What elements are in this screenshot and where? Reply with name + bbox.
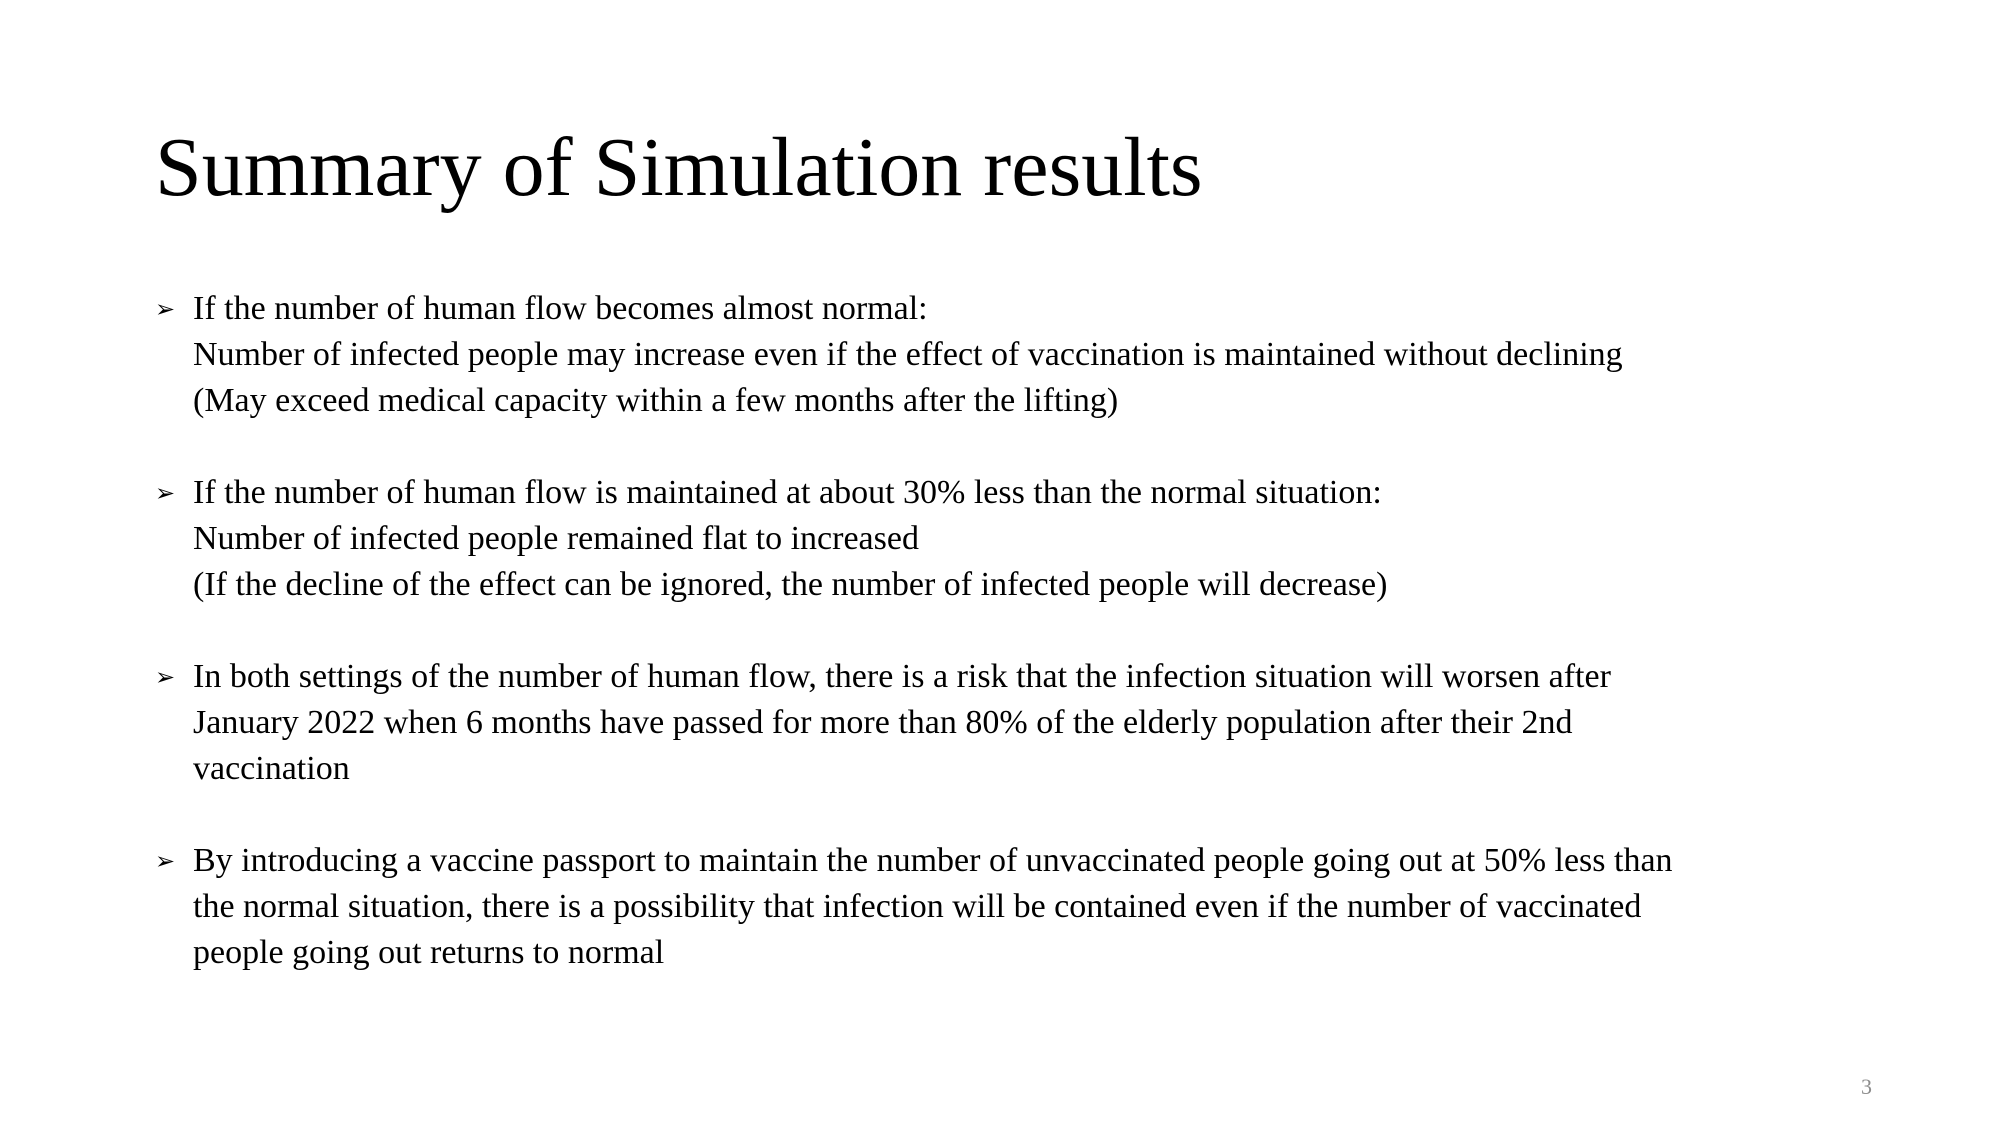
bullet-item-risk-after-january-2022	[155, 654, 1855, 792]
bullet-item-vaccine-passport	[155, 838, 1855, 976]
bullet-line: people going out returns to normal	[193, 934, 665, 971]
bullet-line: By introducing a vaccine passport to maintain the number of unvaccinated people going out at 50% less than	[193, 842, 1673, 879]
bullet-item-human-flow-30-less	[155, 470, 1855, 608]
arrow-bullet-icon: ➢	[155, 479, 176, 507]
bullet-line: If the number of human flow is maintained at about 30% less than the normal situation:	[193, 474, 1382, 511]
bullet-line: (If the decline of the effect can be ignored, the number of infected people will decrease)	[193, 566, 1388, 603]
bullet-line: Number of infected people remained flat to increased	[193, 520, 919, 557]
arrow-bullet-icon: ➢	[155, 295, 176, 323]
bullet-line: January 2022 when 6 months have passed for more than 80% of the elderly population after their 2nd	[193, 704, 1573, 741]
page-number: 3	[1861, 1074, 1872, 1099]
bullet-line: Number of infected people may increase even if the effect of vaccination is maintained without declining	[193, 336, 1623, 373]
bullet-line: vaccination	[193, 750, 350, 787]
arrow-bullet-icon: ➢	[155, 847, 176, 875]
bullet-line: In both settings of the number of human flow, there is a risk that the infection situation will worsen after	[193, 658, 1611, 695]
bullet-list	[155, 286, 1855, 976]
bullet-line: the normal situation, there is a possibility that infection will be contained even if the number of vaccinated	[193, 888, 1642, 925]
arrow-bullet-icon: ➢	[155, 663, 176, 691]
slide-title: Summary of Simulation results	[155, 121, 1203, 214]
bullet-item-human-flow-normal	[155, 286, 1855, 424]
bullet-line: (May exceed medical capacity within a few months after the lifting)	[193, 382, 1119, 419]
bullet-line: If the number of human flow becomes almost normal:	[193, 290, 928, 327]
